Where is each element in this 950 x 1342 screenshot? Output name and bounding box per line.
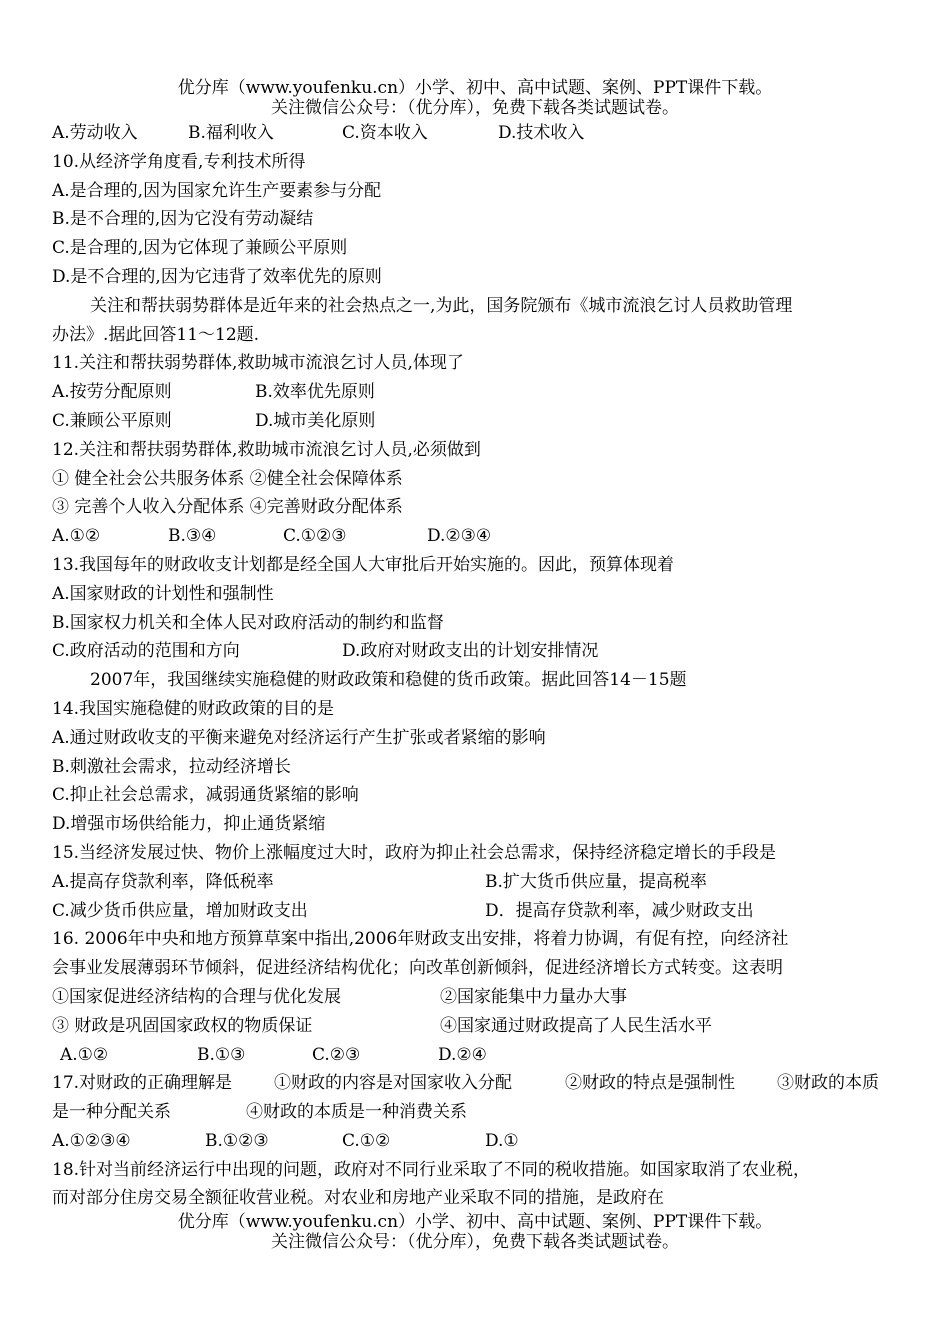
exam-content [52,119,902,1213]
q13-options-cd [52,637,902,666]
q14-option-d: D.增强市场供给能力，抑止通货紧缩 [52,814,326,835]
option-a: A.劳动收入 [52,123,138,143]
option-d: D.②③④ [427,526,492,547]
q13-option-a: A.国家财政的计划性和强制性 [52,583,274,604]
q11-stem: 11.关注和帮扶弱势群体,救助城市流浪乞讨人员,体现了 [52,353,464,374]
q18-line-1: 18.针对当前经济运行中出现的问题，政府对不同行业采取了不同的税收措施。如国家取消了农业税， [52,1159,811,1180]
header-banner [0,78,950,118]
q10-option-c: C.是合理的,因为它体现了兼顾公平原则 [52,238,348,259]
q13-option-b: B.国家权力机关和全体人民对政府活动的制约和监督 [52,612,444,633]
q14-option-a: A.通过财政收支的平衡来避免对经济运行产生扩张或者紧缩的影响 [52,727,546,748]
intro-14-15: 2007年，我国继续实施稳健的财政政策和稳健的货币政策。据此回答14－15题 [90,670,687,691]
q16-items-row-1 [52,983,902,1012]
q15-options-row-1 [52,868,902,897]
q12-stem: 12.关注和帮扶弱势群体,救助城市流浪乞讨人员,必须做到 [52,439,481,460]
option-c: C.资本收入 [342,123,428,143]
option-c: C.①② [342,1130,391,1151]
header-line-2: 关注微信公众号：（优分库），免费下载各类试题试卷。 [271,98,679,118]
option-b: B.①③ [197,1044,246,1065]
item-1: ①财政的内容是对国家收入分配 [274,1073,512,1094]
option-d: D.城市美化原则 [255,410,376,431]
item-3: ③财政的本质 [777,1073,879,1094]
footer-line-1: 优分库（www.youfenku.cn）小学、初中、高中试题、案例、PPT课件下载。 [177,1212,773,1232]
q16-items-row-2 [52,1012,902,1041]
q11-options-row-1 [52,378,902,407]
q12-options [52,522,902,551]
option-a: A.提高存贷款利率，降低税率 [52,871,274,892]
option-b: B.扩大货币供应量，提高税率 [485,871,707,892]
option-c: C.②③ [312,1044,361,1065]
option-b: B.福利收入 [188,123,274,143]
intro-11-12-line-1: 关注和帮扶弱势群体是近年来的社会热点之一,为此，国务院颁布《城市流浪乞讨人员救助管理 [90,295,793,316]
option-c: C.政府活动的范围和方向 [52,641,240,662]
option-d: D．提高存贷款利率，减少财政支出 [485,900,754,921]
q15-stem: 15.当经济发展过快、物价上涨幅度过大时，政府为抑止社会总需求，保持经济稳定增长的手段是 [52,842,777,863]
q16-line-2: 会事业发展薄弱环节倾斜，促进经济结构优化；向改革创新倾斜，促进经济增长方式转变。这表明 [52,958,783,979]
option-a: A.①② [60,1044,109,1065]
footer-line-2: 关注微信公众号：（优分库），免费下载各类试题试卷。 [271,1232,679,1252]
q10-stem: 10.从经济学角度看,专利技术所得 [52,151,306,172]
item-3-cont: 是一种分配关系 [52,1102,171,1123]
q14-option-b: B.刺激社会需求，拉动经济增长 [52,756,291,777]
item-2: ②国家能集中力量办大事 [440,986,627,1007]
q10-option-b: B.是不合理的,因为它没有劳动凝结 [52,209,314,230]
q10-option-d: D.是不合理的,因为它违背了效率优先的原则 [52,266,382,287]
item-1: ①国家促进经济结构的合理与优化发展 [52,986,341,1007]
q17-stem: 17.对财政的正确理解是 [52,1073,233,1094]
q18-line-2: 而对部分住房交易全额征收营业税。对农业和房地产业采取不同的措施，是政府在 [52,1188,664,1209]
q14-option-c: C.抑止社会总需求，减弱通货紧缩的影响 [52,785,359,806]
item-3: ③ 财政是巩固国家政权的物质保证 [52,1015,313,1036]
q17-line-1 [52,1069,902,1098]
item-2: ②财政的特点是强制性 [565,1073,735,1094]
q14-stem: 14.我国实施稳健的财政政策的目的是 [52,698,335,719]
option-c: C.兼顾公平原则 [52,410,172,431]
q11-options-row-2 [52,407,902,436]
option-a: A.按劳分配原则 [52,382,172,403]
option-c: C.①②③ [283,526,347,547]
q17-line-2 [52,1098,902,1127]
intro-11-12-line-2: 办法》.据此回答11～12题. [52,324,260,345]
option-d: D.②④ [438,1044,487,1065]
option-d: D.技术收入 [498,123,585,143]
option-a: A.①②③④ [52,1130,131,1151]
q13-stem: 13.我国每年的财政收支计划都是经全国人大审批后开始实施的。因此，预算体现着 [52,554,675,575]
footer-banner [0,1212,950,1252]
option-d: D.政府对财政支出的计划安排情况 [342,641,599,662]
item-4: ④国家通过财政提高了人民生活水平 [440,1015,712,1036]
option-c: C.减少货币供应量，增加财政支出 [52,900,308,921]
q15-options-row-2 [52,897,902,926]
q17-options [52,1127,902,1156]
item-4: ④财政的本质是一种消费关系 [246,1102,467,1123]
q12-items-1: ① 健全社会公共服务体系 ②健全社会保障体系 [52,468,403,489]
q16-line-1: 16. 2006年中央和地方预算草案中指出,2006年财政支出安排，将着力协调，有促有控，向经济社 [52,929,789,950]
header-line-1: 优分库（www.youfenku.cn）小学、初中、高中试题、案例、PPT课件下载。 [177,78,773,98]
option-b: B.效率优先原则 [255,382,375,403]
option-a: A.①② [52,526,101,547]
option-b: B.①②③ [205,1130,269,1151]
q9-options [52,119,902,148]
q10-option-a: A.是合理的,因为国家允许生产要素参与分配 [52,180,382,201]
q12-items-2: ③ 完善个人收入分配体系 ④完善财政分配体系 [52,497,403,518]
option-b: B.③④ [168,526,217,547]
q16-options [52,1041,902,1070]
option-d: D.① [485,1130,519,1151]
